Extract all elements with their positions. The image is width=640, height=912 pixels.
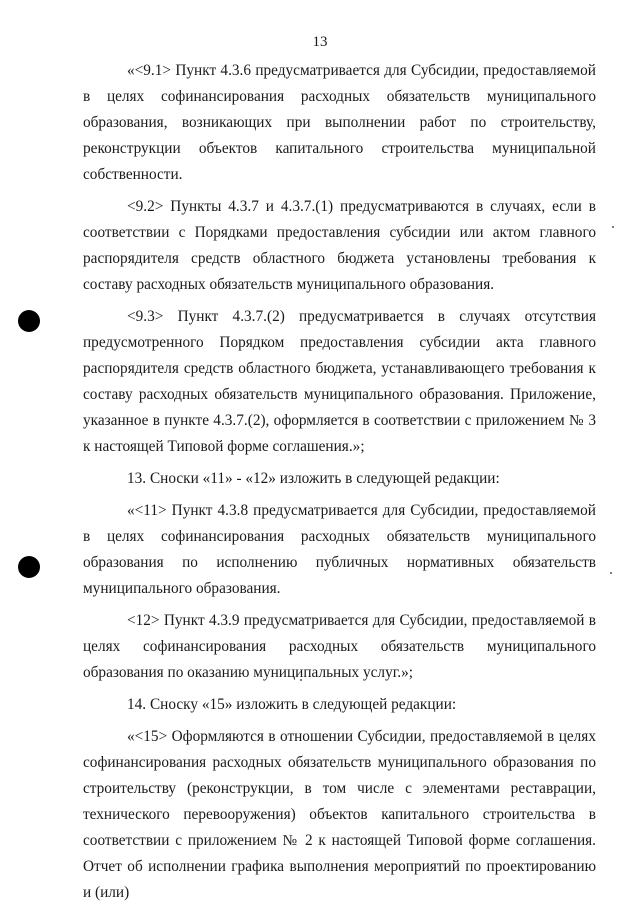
paragraph-item-13: 13. Сноски «11» - «12» изложить в следующей редакции: xyxy=(127,470,500,487)
paragraph-footnote-12: <12> Пункт 4.3.9 предусматривается для Субсидии, предоставляемой в целях софинансирования расходных обязательств муниципального образования по оказанию муниципальных услуг.»; xyxy=(83,612,596,681)
paragraph-footnote-9-1: «<9.1> Пункт 4.3.6 предусматривается для Субсидии, предоставляемой в целях софинансирования расходных обязательств муниципального образования, возникающих при выполнении работ по строительству, реконструкции объектов капитального строительства муниципальной собственности. xyxy=(83,62,596,183)
page-number: 13 xyxy=(312,34,328,50)
paragraph-footnote-11: «<11> Пункт 4.3.8 предусматривается для Субсидии, предоставляемой в целях софинансирования расходных обязательств муниципального образования по исполнению публичных нормативных обязательств муниципального образования. xyxy=(83,502,596,597)
punch-hole-mark xyxy=(18,310,40,332)
paragraph-footnote-15: «<15> Оформляются в отношении Субсидии, предоставляемой в целях софинансирования расходных обязательств муниципального образования по строительству (реконструкции, в том числе с элементами реставрации, технического перевооружения) объектов капитального строительства в соответствии с приложением № 2 к настоящей Типовой форме соглашения. Отчет об исполнении графика выполнения мероприятий по проектированию и (или) xyxy=(83,728,596,901)
punch-hole-mark xyxy=(18,556,40,578)
paragraph-item-14: 14. Сноску «15» изложить в следующей редакции: xyxy=(127,696,457,713)
paragraph-footnote-9-2: <9.2> Пункты 4.3.7 и 4.3.7.(1) предусматриваются в случаях, если в соответствии с Порядками предоставления субсидии или актом главного распорядителя средств областного бюджета установлены требования к составу расходных обязательств муниципального образования. xyxy=(83,198,596,293)
scan-speck xyxy=(610,572,612,574)
paragraph-footnote-9-3: <9.3> Пункт 4.3.7.(2) предусматривается в случаях отсутствия предусмотренного Порядком предоставления субсидии акта главного распорядителя средств областного бюджета, устанавливающего требования к составу расходных обязательств муниципального образования. Приложение, указанное в пункте 4.3.7.(2), оформляется в соответствии с приложением № 3 к настоящей Типовой форме соглашения.»; xyxy=(83,308,596,455)
scan-speck xyxy=(612,226,614,228)
document-body xyxy=(83,58,596,912)
